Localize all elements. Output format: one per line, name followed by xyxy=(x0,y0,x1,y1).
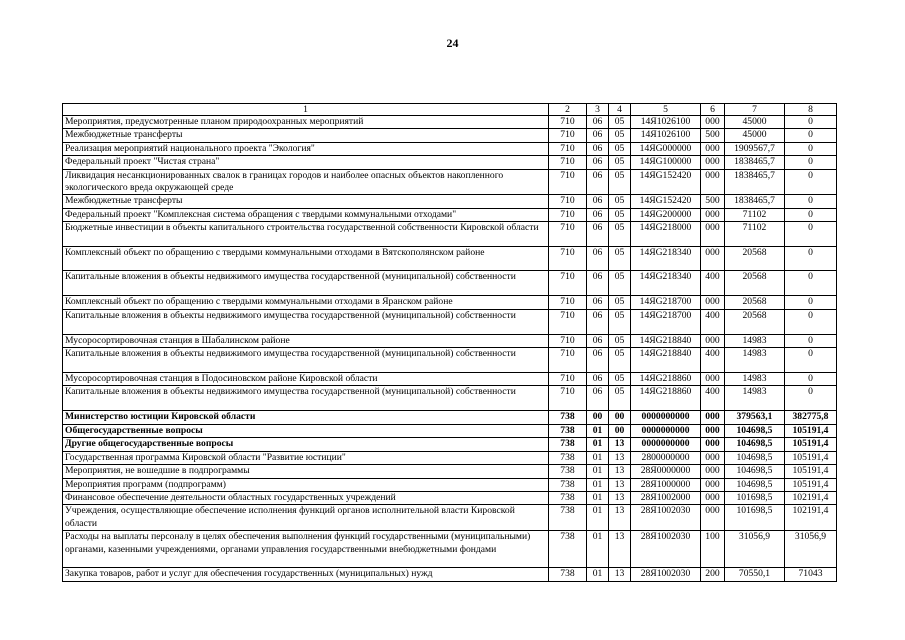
row-value-cell: 05 xyxy=(609,208,631,221)
row-name-cell: Финансовое обеспечение деятельности областных государственных учреждений xyxy=(63,491,549,504)
row-value-cell: 14ЯG152420 xyxy=(631,169,701,195)
header-cell: 1 xyxy=(63,104,549,116)
row-value-cell: 0 xyxy=(785,334,837,347)
row-name-cell: Мусоросортировочная станция в Шабалинском районе xyxy=(63,334,549,347)
table-row xyxy=(63,411,837,424)
row-value-cell: 14ЯG218860 xyxy=(631,373,701,386)
row-name-cell: Мероприятия, не вошедшие в подпрограммы xyxy=(63,465,549,478)
row-value-cell: 379563,1 xyxy=(725,411,785,424)
row-value-cell: 14ЯG218700 xyxy=(631,296,701,309)
table-row xyxy=(63,296,837,309)
row-value-cell: 104698,5 xyxy=(725,438,785,451)
row-value-cell: 000 xyxy=(701,169,725,195)
row-value-cell: 06 xyxy=(587,169,609,195)
row-value-cell: 31056,9 xyxy=(785,531,837,568)
table-row xyxy=(63,247,837,271)
row-value-cell: 0 xyxy=(785,309,837,334)
row-value-cell: 105191,4 xyxy=(785,451,837,464)
row-value-cell: 01 xyxy=(587,451,609,464)
row-value-cell: 0000000000 xyxy=(631,424,701,437)
table-row xyxy=(63,386,837,411)
row-value-cell: 14983 xyxy=(725,373,785,386)
row-value-cell: 382775,8 xyxy=(785,411,837,424)
row-value-cell: 05 xyxy=(609,309,631,334)
row-value-cell: 05 xyxy=(609,129,631,142)
row-value-cell: 0 xyxy=(785,296,837,309)
row-value-cell: 710 xyxy=(549,222,587,247)
table-body xyxy=(63,116,837,582)
row-value-cell: 28Я1002030 xyxy=(631,505,701,531)
row-value-cell: 710 xyxy=(549,386,587,411)
table-row xyxy=(63,222,837,247)
row-value-cell: 200 xyxy=(701,568,725,581)
row-value-cell: 100 xyxy=(701,531,725,568)
row-value-cell: 31056,9 xyxy=(725,531,785,568)
row-value-cell: 710 xyxy=(549,271,587,296)
row-value-cell: 13 xyxy=(609,531,631,568)
row-value-cell: 13 xyxy=(609,478,631,491)
row-value-cell: 104698,5 xyxy=(725,451,785,464)
row-value-cell: 13 xyxy=(609,568,631,581)
table-row xyxy=(63,142,837,155)
row-name-cell: Комплексный объект по обращению с твердыми коммунальными отходами в Яранском районе xyxy=(63,296,549,309)
row-value-cell: 28Я1002030 xyxy=(631,531,701,568)
row-value-cell: 01 xyxy=(587,568,609,581)
table-row xyxy=(63,348,837,373)
row-value-cell: 13 xyxy=(609,491,631,504)
row-value-cell: 14ЯG100000 xyxy=(631,156,701,169)
table-row xyxy=(63,451,837,464)
row-value-cell: 738 xyxy=(549,451,587,464)
row-value-cell: 14Я1026100 xyxy=(631,116,701,129)
row-value-cell: 06 xyxy=(587,271,609,296)
row-value-cell: 000 xyxy=(701,505,725,531)
row-value-cell: 14ЯG218840 xyxy=(631,334,701,347)
row-value-cell: 70550,1 xyxy=(725,568,785,581)
row-value-cell: 01 xyxy=(587,438,609,451)
row-value-cell: 14ЯG200000 xyxy=(631,208,701,221)
row-value-cell: 14983 xyxy=(725,386,785,411)
row-name-cell: Капитальные вложения в объекты недвижимого имущества государственной (муниципальной) собственности xyxy=(63,348,549,373)
row-value-cell: 0 xyxy=(785,271,837,296)
row-value-cell: 13 xyxy=(609,505,631,531)
row-value-cell: 000 xyxy=(701,247,725,271)
row-value-cell: 05 xyxy=(609,348,631,373)
row-value-cell: 1909567,7 xyxy=(725,142,785,155)
row-value-cell: 14ЯG152420 xyxy=(631,195,701,208)
row-value-cell: 14ЯG218840 xyxy=(631,348,701,373)
row-value-cell: 400 xyxy=(701,386,725,411)
row-name-cell: Мероприятия, предусмотренные планом природоохранных мероприятий xyxy=(63,116,549,129)
row-value-cell: 000 xyxy=(701,222,725,247)
header-cell: 3 xyxy=(587,104,609,116)
row-value-cell: 738 xyxy=(549,465,587,478)
row-value-cell: 000 xyxy=(701,334,725,347)
row-value-cell: 0 xyxy=(785,142,837,155)
row-value-cell: 14ЯG218700 xyxy=(631,309,701,334)
row-value-cell: 0 xyxy=(785,348,837,373)
row-value-cell: 000 xyxy=(701,491,725,504)
row-value-cell: 000 xyxy=(701,451,725,464)
row-value-cell: 01 xyxy=(587,491,609,504)
header-cell: 4 xyxy=(609,104,631,116)
row-value-cell: 01 xyxy=(587,478,609,491)
row-value-cell: 0000000000 xyxy=(631,411,701,424)
table-row xyxy=(63,271,837,296)
row-value-cell: 05 xyxy=(609,116,631,129)
row-value-cell: 000 xyxy=(701,296,725,309)
row-value-cell: 45000 xyxy=(725,129,785,142)
row-name-cell: Межбюджетные трансферты xyxy=(63,129,549,142)
row-name-cell: Комплексный объект по обращению с твердыми коммунальными отходами в Вятскополянском районе xyxy=(63,247,549,271)
row-value-cell: 20568 xyxy=(725,309,785,334)
row-value-cell: 105191,4 xyxy=(785,438,837,451)
row-name-cell: Учреждения, осуществляющие обеспечение исполнения функций органов исполнительной власти Кировской области xyxy=(63,505,549,531)
table-row xyxy=(63,156,837,169)
row-value-cell: 104698,5 xyxy=(725,465,785,478)
row-name-cell: Мусоросортировочная станция в Подосиновском районе Кировской области xyxy=(63,373,549,386)
row-value-cell: 71043 xyxy=(785,568,837,581)
row-value-cell: 710 xyxy=(549,334,587,347)
row-value-cell: 000 xyxy=(701,373,725,386)
table-row xyxy=(63,116,837,129)
row-value-cell: 06 xyxy=(587,116,609,129)
row-value-cell: 14983 xyxy=(725,334,785,347)
row-value-cell: 05 xyxy=(609,386,631,411)
row-value-cell: 06 xyxy=(587,156,609,169)
row-value-cell: 05 xyxy=(609,195,631,208)
row-value-cell: 102191,4 xyxy=(785,491,837,504)
budget-table xyxy=(62,103,837,582)
row-value-cell: 710 xyxy=(549,129,587,142)
row-value-cell: 05 xyxy=(609,334,631,347)
row-name-cell: Расходы на выплаты персоналу в целях обеспечения выполнения функций государственными (муниципальными) органами, казенными учреждениями, органами управления государственными внебюджетными фондами xyxy=(63,531,549,568)
row-value-cell: 28Я1002000 xyxy=(631,491,701,504)
header-row xyxy=(63,104,837,116)
row-value-cell: 06 xyxy=(587,208,609,221)
row-value-cell: 00 xyxy=(587,411,609,424)
row-value-cell: 105191,4 xyxy=(785,465,837,478)
row-value-cell: 05 xyxy=(609,373,631,386)
row-value-cell: 13 xyxy=(609,438,631,451)
row-value-cell: 710 xyxy=(549,156,587,169)
row-value-cell: 104698,5 xyxy=(725,424,785,437)
row-name-cell: Капитальные вложения в объекты недвижимого имущества государственной (муниципальной) собственности xyxy=(63,271,549,296)
row-value-cell: 2800000000 xyxy=(631,451,701,464)
row-value-cell: 06 xyxy=(587,309,609,334)
row-value-cell: 14ЯG218340 xyxy=(631,247,701,271)
row-value-cell: 710 xyxy=(549,348,587,373)
table-row xyxy=(63,531,837,568)
row-value-cell: 500 xyxy=(701,129,725,142)
row-value-cell: 710 xyxy=(549,309,587,334)
row-value-cell: 0 xyxy=(785,247,837,271)
row-value-cell: 06 xyxy=(587,334,609,347)
row-value-cell: 101698,5 xyxy=(725,491,785,504)
row-value-cell: 1838465,7 xyxy=(725,156,785,169)
table-row xyxy=(63,478,837,491)
row-value-cell: 738 xyxy=(549,438,587,451)
header-cell: 6 xyxy=(701,104,725,116)
table-row xyxy=(63,129,837,142)
row-value-cell: 710 xyxy=(549,195,587,208)
row-value-cell: 14ЯG218000 xyxy=(631,222,701,247)
table-row xyxy=(63,568,837,581)
row-value-cell: 000 xyxy=(701,411,725,424)
row-value-cell: 06 xyxy=(587,129,609,142)
row-name-cell: Межбюджетные трансферты xyxy=(63,195,549,208)
row-value-cell: 71102 xyxy=(725,208,785,221)
row-value-cell: 0 xyxy=(785,156,837,169)
row-value-cell: 738 xyxy=(549,478,587,491)
row-name-cell: Министерство юстиции Кировской области xyxy=(63,411,549,424)
row-value-cell: 06 xyxy=(587,348,609,373)
row-value-cell: 000 xyxy=(701,116,725,129)
row-value-cell: 01 xyxy=(587,424,609,437)
row-value-cell: 71102 xyxy=(725,222,785,247)
row-value-cell: 13 xyxy=(609,465,631,478)
row-value-cell: 28Я1000000 xyxy=(631,478,701,491)
row-value-cell: 738 xyxy=(549,568,587,581)
row-value-cell: 738 xyxy=(549,424,587,437)
page-number: 24 xyxy=(446,36,459,50)
row-value-cell: 738 xyxy=(549,505,587,531)
row-value-cell: 05 xyxy=(609,247,631,271)
row-value-cell: 05 xyxy=(609,222,631,247)
row-value-cell: 20568 xyxy=(725,271,785,296)
header-cell: 5 xyxy=(631,104,701,116)
row-value-cell: 14ЯG000000 xyxy=(631,142,701,155)
header-cell: 7 xyxy=(725,104,785,116)
row-value-cell: 0 xyxy=(785,373,837,386)
row-value-cell: 000 xyxy=(701,424,725,437)
row-value-cell: 710 xyxy=(549,169,587,195)
row-value-cell: 105191,4 xyxy=(785,424,837,437)
row-value-cell: 710 xyxy=(549,116,587,129)
row-value-cell: 400 xyxy=(701,309,725,334)
row-value-cell: 0000000000 xyxy=(631,438,701,451)
row-name-cell: Государственная программа Кировской области "Развитие юстиции" xyxy=(63,451,549,464)
table-row xyxy=(63,465,837,478)
row-value-cell: 400 xyxy=(701,271,725,296)
row-name-cell: Общегосударственные вопросы xyxy=(63,424,549,437)
row-value-cell: 20568 xyxy=(725,247,785,271)
row-value-cell: 000 xyxy=(701,208,725,221)
row-value-cell: 710 xyxy=(549,208,587,221)
row-name-cell: Закупка товаров, работ и услуг для обеспечения государственных (муниципальных) нужд xyxy=(63,568,549,581)
row-value-cell: 01 xyxy=(587,465,609,478)
row-value-cell: 0 xyxy=(785,129,837,142)
row-value-cell: 05 xyxy=(609,296,631,309)
row-value-cell: 710 xyxy=(549,142,587,155)
row-name-cell: Ликвидация несанкционированных свалок в границах городов и наиболее опасных объектов накопленного экологического вреда окружающей среде xyxy=(63,169,549,195)
table-row xyxy=(63,424,837,437)
row-value-cell: 28Я0000000 xyxy=(631,465,701,478)
table-row xyxy=(63,334,837,347)
row-value-cell: 06 xyxy=(587,195,609,208)
row-value-cell: 000 xyxy=(701,438,725,451)
row-value-cell: 0 xyxy=(785,386,837,411)
row-value-cell: 104698,5 xyxy=(725,478,785,491)
row-value-cell: 0 xyxy=(785,195,837,208)
row-value-cell: 000 xyxy=(701,142,725,155)
row-value-cell: 000 xyxy=(701,465,725,478)
row-value-cell: 20568 xyxy=(725,296,785,309)
row-value-cell: 710 xyxy=(549,247,587,271)
row-value-cell: 05 xyxy=(609,169,631,195)
row-value-cell: 05 xyxy=(609,142,631,155)
row-value-cell: 0 xyxy=(785,208,837,221)
table-row xyxy=(63,491,837,504)
row-value-cell: 101698,5 xyxy=(725,505,785,531)
row-value-cell: 00 xyxy=(609,424,631,437)
row-value-cell: 0 xyxy=(785,169,837,195)
row-name-cell: Мероприятия программ (подпрограмм) xyxy=(63,478,549,491)
row-value-cell: 00 xyxy=(609,411,631,424)
row-value-cell: 14Я1026100 xyxy=(631,129,701,142)
row-value-cell: 0 xyxy=(785,116,837,129)
row-name-cell: Реализация мероприятий национального проекта "Экология" xyxy=(63,142,549,155)
row-name-cell: Федеральный проект "Чистая страна" xyxy=(63,156,549,169)
row-value-cell: 13 xyxy=(609,451,631,464)
row-value-cell: 28Я1002030 xyxy=(631,568,701,581)
row-value-cell: 500 xyxy=(701,195,725,208)
row-value-cell: 102191,4 xyxy=(785,505,837,531)
row-value-cell: 738 xyxy=(549,491,587,504)
row-name-cell: Капитальные вложения в объекты недвижимого имущества государственной (муниципальной) собственности xyxy=(63,309,549,334)
row-value-cell: 06 xyxy=(587,296,609,309)
row-value-cell: 45000 xyxy=(725,116,785,129)
row-value-cell: 0 xyxy=(785,222,837,247)
row-value-cell: 710 xyxy=(549,373,587,386)
table-row xyxy=(63,438,837,451)
row-value-cell: 06 xyxy=(587,222,609,247)
row-value-cell: 710 xyxy=(549,296,587,309)
row-value-cell: 000 xyxy=(701,156,725,169)
header-cell: 2 xyxy=(549,104,587,116)
row-value-cell: 06 xyxy=(587,386,609,411)
row-value-cell: 14ЯG218860 xyxy=(631,386,701,411)
row-value-cell: 738 xyxy=(549,531,587,568)
row-value-cell: 000 xyxy=(701,478,725,491)
table-row xyxy=(63,169,837,195)
row-name-cell: Федеральный проект "Комплексная система обращения с твердыми коммунальными отходами" xyxy=(63,208,549,221)
row-value-cell: 01 xyxy=(587,531,609,568)
row-value-cell: 105191,4 xyxy=(785,478,837,491)
row-value-cell: 05 xyxy=(609,271,631,296)
row-name-cell: Капитальные вложения в объекты недвижимого имущества государственной (муниципальной) собственности xyxy=(63,386,549,411)
table-row xyxy=(63,505,837,531)
row-value-cell: 400 xyxy=(701,348,725,373)
row-name-cell: Другие общегосударственные вопросы xyxy=(63,438,549,451)
row-name-cell: Бюджетные инвестиции в объекты капитального строительства государственной собственности Кировской области xyxy=(63,222,549,247)
row-value-cell: 06 xyxy=(587,373,609,386)
row-value-cell: 738 xyxy=(549,411,587,424)
row-value-cell: 1838465,7 xyxy=(725,195,785,208)
table-row xyxy=(63,373,837,386)
row-value-cell: 06 xyxy=(587,142,609,155)
row-value-cell: 14ЯG218340 xyxy=(631,271,701,296)
row-value-cell: 1838465,7 xyxy=(725,169,785,195)
row-value-cell: 14983 xyxy=(725,348,785,373)
row-value-cell: 01 xyxy=(587,505,609,531)
table-row xyxy=(63,309,837,334)
header-cell: 8 xyxy=(785,104,837,116)
table-row xyxy=(63,208,837,221)
table-row xyxy=(63,195,837,208)
row-value-cell: 05 xyxy=(609,156,631,169)
row-value-cell: 06 xyxy=(587,247,609,271)
